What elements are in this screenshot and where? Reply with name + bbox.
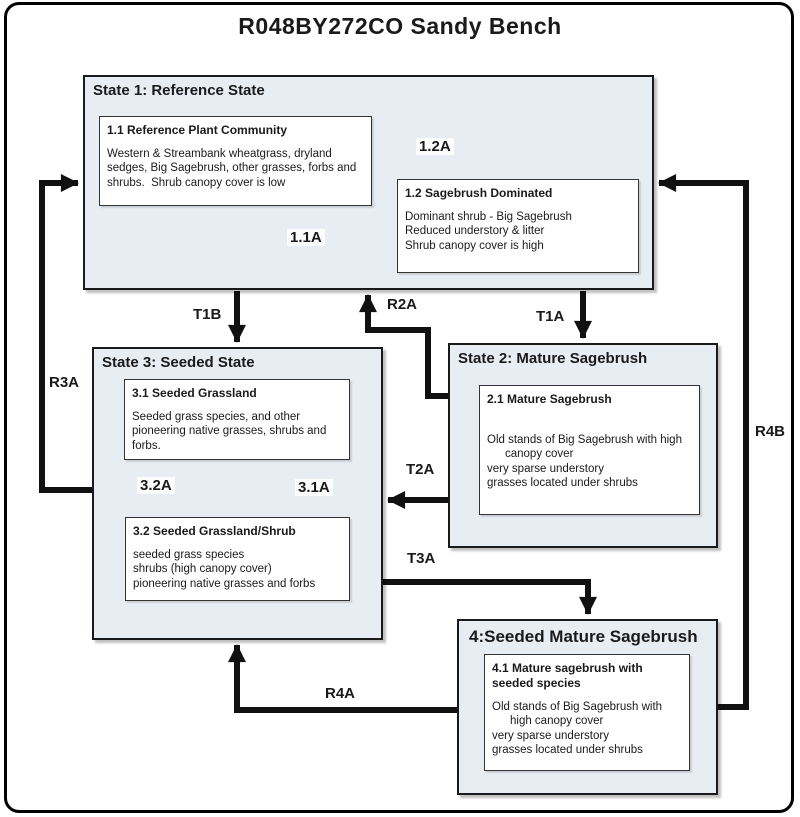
community-3-1-title: 3.1 Seeded Grassland: [132, 386, 257, 400]
transition-label-r4a: R4A: [322, 685, 358, 702]
community-2-1: [479, 385, 700, 515]
state3-box: [92, 347, 383, 640]
transition-label-t3a: T3A: [404, 550, 438, 567]
community-2-1-line: very sparse understory: [487, 462, 604, 475]
transition-label-1-2a: 1.2A: [416, 138, 454, 155]
state4-label: 4:Seeded Mature Sagebrush: [469, 627, 698, 646]
community-2-1-line: canopy cover: [505, 448, 574, 461]
community-1-2-title: 1.2 Sagebrush Dominated: [405, 186, 553, 200]
community-2-1-line: Old stands of Big Sagebrush with high: [487, 434, 682, 446]
state1-label: State 1: Reference State: [93, 82, 265, 99]
transition-label-r2a: R2A: [384, 296, 420, 313]
community-3-1: [124, 379, 350, 460]
state1-box: [83, 75, 654, 290]
community-3-2-line: pioneering native grasses and forbs: [133, 577, 316, 590]
community-4-1-line: high canopy cover: [510, 715, 604, 728]
transition-label-t1b: T1B: [190, 306, 224, 323]
transition-label-r3a: R3A: [46, 374, 82, 391]
community-4-1-line: grasses located under shrubs: [492, 743, 643, 756]
community-3-2-title: 3.2 Seeded Grassland/Shrub: [133, 524, 296, 538]
community-1-1-title: 1.1 Reference Plant Community: [107, 123, 288, 137]
community-3-2: [125, 517, 350, 601]
arrow-t3a: [383, 582, 588, 614]
state2-box: [448, 343, 718, 548]
community-1-2-line: Reduced understory & litter: [405, 225, 545, 238]
community-2-1-title: 2.1 Mature Sagebrush: [487, 392, 612, 406]
transition-label-t1a: T1A: [533, 308, 567, 325]
community-4-1-line: very sparse understory: [492, 729, 609, 742]
community-1-1: [99, 116, 372, 206]
transition-label-t2a: T2A: [403, 461, 437, 478]
transition-label-3-1a: 3.1A: [295, 479, 333, 496]
community-3-2-line: seeded grass species: [133, 549, 245, 561]
transition-label-3-2a: 3.2A: [137, 477, 175, 494]
community-1-2-line: Dominant shrub - Big Sagebrush: [405, 211, 572, 223]
community-4-1-title: 4.1 Mature sagebrush with seeded species: [492, 661, 643, 690]
community-1-2-line: Shrub canopy cover is high: [405, 239, 544, 252]
community-4-1-line: Old stands of Big Sagebrush with: [492, 701, 663, 713]
community-1-2: [397, 179, 639, 273]
state3-label: State 3: Seeded State: [102, 354, 255, 371]
community-3-2-line: shrubs (high canopy cover): [133, 563, 272, 576]
state2-label: State 2: Mature Sagebrush: [458, 350, 648, 367]
community-4-1: [484, 654, 690, 771]
state4-box: [457, 619, 718, 795]
community-2-1-line: grasses located under shrubs: [487, 476, 638, 489]
community-1-1-body: Western & Streambank wheatgrass, dryland sedges, Big Sagebrush, other grasses, forbs and shrubs. Shrub canopy cover is low: [107, 148, 360, 189]
transition-label-1-1a: 1.1A: [287, 229, 325, 246]
community-3-1-body: Seeded grass species, and other pioneering native grasses, shrubs and forbs.: [132, 411, 330, 452]
page-title: R048BY272CO Sandy Bench: [238, 13, 562, 39]
transition-label-r4b: R4B: [752, 423, 788, 440]
